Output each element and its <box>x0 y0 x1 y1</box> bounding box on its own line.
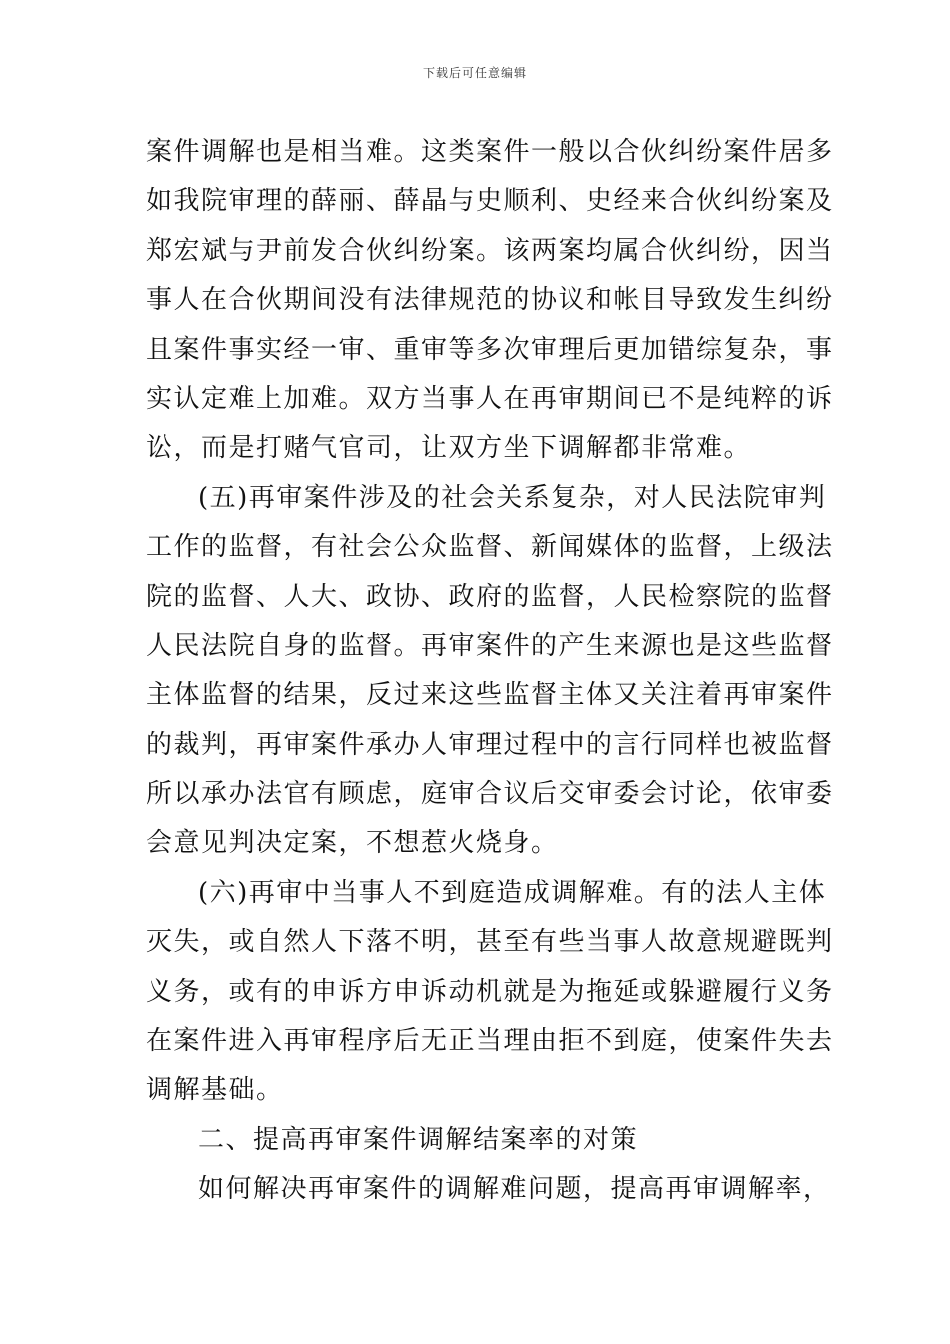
paragraph-start-line: (五)再审案件涉及的社会关系复杂，对人民法院审判 <box>198 482 827 513</box>
section-heading: 二、提高再审案件调解结案率的对策 <box>198 1124 639 1155</box>
text-line: 事人在合伙期间没有法律规范的协议和帐目导致发生纠纷 <box>146 285 834 316</box>
paragraph-start-line: 如何解决再审案件的调解难问题，提高再审调解率， <box>198 1174 831 1205</box>
text-line: 如我院审理的薛丽、薛晶与史顺利、史经来合伙纠纷案及 <box>146 186 834 217</box>
text-line: 的裁判，再审案件承办人审理过程中的言行同样也被监督 <box>146 729 834 760</box>
text-line: 主体监督的结果，反过来这些监督主体又关注着再审案件 <box>146 680 834 711</box>
text-line: 所以承办法官有顾虑，庭审合议后交审委会讨论，依审委 <box>146 779 834 810</box>
text-line: 义务，或有的申诉方申诉动机就是为拖延或躲避履行义务 <box>146 976 834 1007</box>
text-line: 院的监督、人大、政协、政府的监督，人民检察院的监督 <box>146 581 834 612</box>
text-line: 会意见判决定案，不想惹火烧身。 <box>146 828 559 859</box>
text-line: 实认定难上加难。双方当事人在再审期间已不是纯粹的诉 <box>146 383 834 414</box>
text-line: 在案件进入再审程序后无正当理由拒不到庭，使案件失去 <box>146 1026 834 1057</box>
text-line: 郑宏斌与尹前发合伙纠纷案。该两案均属合伙纠纷，因当 <box>146 235 834 266</box>
text-line: 人民法院自身的监督。再审案件的产生来源也是这些监督 <box>146 630 834 661</box>
text-line: 灭失，或自然人下落不明，甚至有些当事人故意规避既判 <box>146 927 834 958</box>
text-line: 案件调解也是相当难。这类案件一般以合伙纠纷案件居多 <box>146 137 834 167</box>
page-header: 下载后可任意编辑 <box>422 66 527 80</box>
paragraph-start-line: (六)再审中当事人不到庭造成调解难。有的法人主体 <box>198 877 827 908</box>
document-body <box>146 128 834 1215</box>
text-line: 讼，而是打赌气官司，让双方坐下调解都非常难。 <box>146 433 752 464</box>
text-line: 工作的监督，有社会公众监督、新闻媒体的监督，上级法 <box>146 532 834 563</box>
text-line: 调解基础。 <box>146 1075 284 1106</box>
text-line: 且案件事实经一审、重审等多次审理后更加错综复杂，事 <box>146 334 834 365</box>
